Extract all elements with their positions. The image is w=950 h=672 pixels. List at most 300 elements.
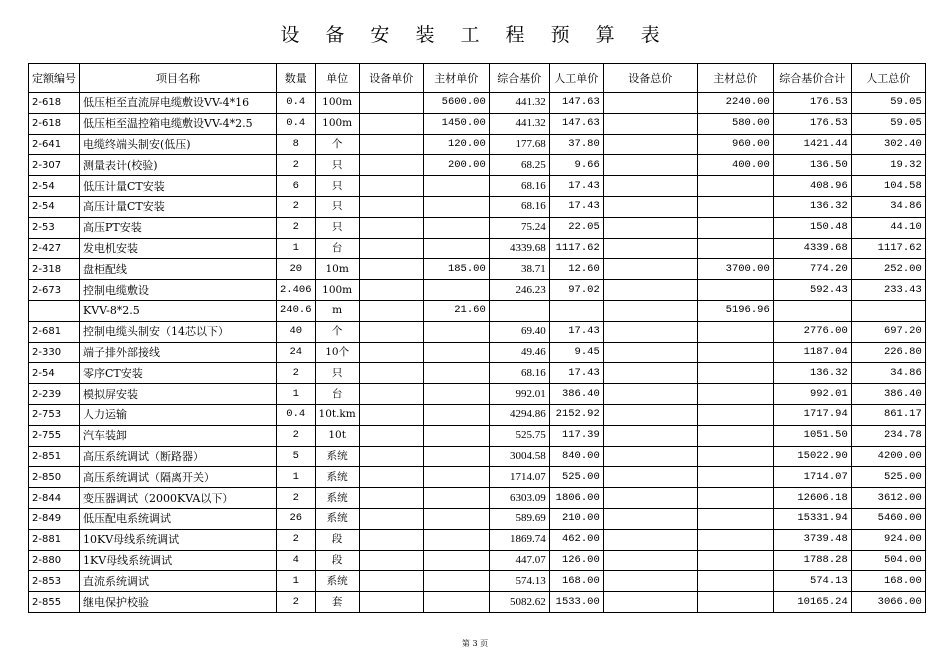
cell-labor-price: 1806.00 xyxy=(549,488,603,509)
cell-material-total xyxy=(697,363,773,384)
cell-material-total xyxy=(697,176,773,197)
header-material-total: 主材总价 xyxy=(697,64,773,93)
cell-unit: 10个 xyxy=(315,342,359,363)
cell-name: 盘柜配线 xyxy=(80,259,277,280)
cell-equip-price xyxy=(359,488,423,509)
cell-qty: 2 xyxy=(277,529,316,550)
budget-table xyxy=(28,63,926,613)
cell-material-price xyxy=(423,592,489,613)
cell-material-price: 200.00 xyxy=(423,155,489,176)
cell-name: 1KV母线系统调试 xyxy=(80,550,277,571)
cell-labor-total: 924.00 xyxy=(851,529,925,550)
cell-composite-total: 574.13 xyxy=(773,571,851,592)
cell-composite-price: 574.13 xyxy=(489,571,549,592)
cell-equip-total xyxy=(603,321,697,342)
cell-name: 变压器调试（2000KVA以下） xyxy=(80,488,277,509)
cell-name: 控制电缆头制安（14芯以下） xyxy=(80,321,277,342)
cell-labor-price: 1117.62 xyxy=(549,238,603,259)
cell-name: 低压柜至温控箱电缆敷设VV-4*2.5 xyxy=(80,113,277,134)
cell-labor-price: 1533.00 xyxy=(549,592,603,613)
cell-composite-total: 15331.94 xyxy=(773,508,851,529)
cell-composite-total: 150.48 xyxy=(773,217,851,238)
cell-name: 高压系统调试（断路器） xyxy=(80,446,277,467)
table-row xyxy=(29,93,926,114)
cell-qty: 2 xyxy=(277,196,316,217)
cell-material-total xyxy=(697,446,773,467)
cell-equip-total xyxy=(603,488,697,509)
table-body xyxy=(29,93,926,613)
cell-labor-total: 3066.00 xyxy=(851,592,925,613)
cell-labor-total: 19.32 xyxy=(851,155,925,176)
cell-qty: 6 xyxy=(277,176,316,197)
cell-equip-total xyxy=(603,342,697,363)
cell-qty: 2.406 xyxy=(277,280,316,301)
cell-labor-total: 252.00 xyxy=(851,259,925,280)
cell-qty: 1 xyxy=(277,467,316,488)
cell-labor-price: 462.00 xyxy=(549,529,603,550)
cell-equip-total xyxy=(603,446,697,467)
cell-composite-total: 1717.94 xyxy=(773,404,851,425)
cell-material-price xyxy=(423,196,489,217)
cell-composite-price: 68.16 xyxy=(489,176,549,197)
cell-code: 2-753 xyxy=(29,404,80,425)
cell-composite-total xyxy=(773,300,851,321)
cell-name: 继电保护校验 xyxy=(80,592,277,613)
cell-composite-total: 992.01 xyxy=(773,384,851,405)
cell-labor-price: 525.00 xyxy=(549,467,603,488)
cell-composite-price: 992.01 xyxy=(489,384,549,405)
cell-material-price xyxy=(423,488,489,509)
cell-name: 高压系统调试（隔离开关） xyxy=(80,467,277,488)
cell-labor-total: 226.80 xyxy=(851,342,925,363)
cell-material-price xyxy=(423,571,489,592)
cell-labor-price: 12.60 xyxy=(549,259,603,280)
cell-equip-total xyxy=(603,134,697,155)
table-row xyxy=(29,425,926,446)
cell-equip-total xyxy=(603,300,697,321)
cell-code: 2-641 xyxy=(29,134,80,155)
cell-material-price: 185.00 xyxy=(423,259,489,280)
cell-material-price xyxy=(423,321,489,342)
cell-qty: 2 xyxy=(277,363,316,384)
cell-name: 高压计量CT安装 xyxy=(80,196,277,217)
cell-composite-total: 592.43 xyxy=(773,280,851,301)
cell-labor-total: 861.17 xyxy=(851,404,925,425)
cell-composite-price: 3004.58 xyxy=(489,446,549,467)
cell-name: 零序CT安装 xyxy=(80,363,277,384)
cell-material-total xyxy=(697,571,773,592)
cell-code: 2-318 xyxy=(29,259,80,280)
cell-composite-price: 441.32 xyxy=(489,113,549,134)
cell-unit: 系统 xyxy=(315,571,359,592)
cell-unit: 只 xyxy=(315,217,359,238)
cell-unit: 系统 xyxy=(315,446,359,467)
cell-name: 10KV母线系统调试 xyxy=(80,529,277,550)
cell-labor-price: 37.80 xyxy=(549,134,603,155)
cell-composite-total: 136.32 xyxy=(773,363,851,384)
cell-equip-price xyxy=(359,592,423,613)
cell-labor-price: 97.02 xyxy=(549,280,603,301)
cell-equip-price xyxy=(359,217,423,238)
cell-labor-total: 386.40 xyxy=(851,384,925,405)
cell-name: 汽车装卸 xyxy=(80,425,277,446)
cell-unit: 台 xyxy=(315,238,359,259)
cell-composite-price: 5082.62 xyxy=(489,592,549,613)
cell-composite-total: 4339.68 xyxy=(773,238,851,259)
cell-material-price: 1450.00 xyxy=(423,113,489,134)
cell-equip-total xyxy=(603,384,697,405)
cell-composite-price: 246.23 xyxy=(489,280,549,301)
cell-qty: 4 xyxy=(277,550,316,571)
cell-code: 2-307 xyxy=(29,155,80,176)
cell-labor-price xyxy=(549,300,603,321)
cell-equip-total xyxy=(603,280,697,301)
cell-material-total xyxy=(697,508,773,529)
cell-composite-total: 3739.48 xyxy=(773,529,851,550)
cell-qty: 2 xyxy=(277,488,316,509)
table-row xyxy=(29,404,926,425)
cell-material-total xyxy=(697,384,773,405)
cell-equip-total xyxy=(603,363,697,384)
cell-labor-total: 34.86 xyxy=(851,363,925,384)
cell-material-price xyxy=(423,404,489,425)
cell-qty: 2 xyxy=(277,425,316,446)
cell-qty: 8 xyxy=(277,134,316,155)
cell-labor-price: 9.66 xyxy=(549,155,603,176)
cell-equip-price xyxy=(359,342,423,363)
cell-labor-total: 1117.62 xyxy=(851,238,925,259)
cell-equip-price xyxy=(359,238,423,259)
cell-material-total xyxy=(697,488,773,509)
cell-material-price xyxy=(423,550,489,571)
cell-qty: 0.4 xyxy=(277,113,316,134)
cell-qty: 0.4 xyxy=(277,404,316,425)
cell-composite-price: 38.71 xyxy=(489,259,549,280)
table-row xyxy=(29,467,926,488)
cell-equip-price xyxy=(359,280,423,301)
cell-equip-total xyxy=(603,217,697,238)
table-row xyxy=(29,113,926,134)
cell-composite-price xyxy=(489,300,549,321)
cell-material-total: 3700.00 xyxy=(697,259,773,280)
cell-qty: 1 xyxy=(277,384,316,405)
cell-labor-total: 59.05 xyxy=(851,113,925,134)
table-row xyxy=(29,321,926,342)
cell-code: 2-755 xyxy=(29,425,80,446)
cell-labor-price: 2152.92 xyxy=(549,404,603,425)
cell-composite-total: 1421.44 xyxy=(773,134,851,155)
cell-code: 2-239 xyxy=(29,384,80,405)
cell-code: 2-844 xyxy=(29,488,80,509)
cell-qty: 0.4 xyxy=(277,93,316,114)
cell-qty: 1 xyxy=(277,571,316,592)
cell-equip-price xyxy=(359,321,423,342)
cell-composite-price: 75.24 xyxy=(489,217,549,238)
cell-composite-total: 2776.00 xyxy=(773,321,851,342)
header-equip-total: 设备总价 xyxy=(603,64,697,93)
cell-material-price xyxy=(423,176,489,197)
header-unit: 单位 xyxy=(315,64,359,93)
cell-material-total: 2240.00 xyxy=(697,93,773,114)
table-row xyxy=(29,488,926,509)
cell-qty: 2 xyxy=(277,217,316,238)
header-code: 定额编号 xyxy=(29,64,80,93)
cell-name: 直流系统调试 xyxy=(80,571,277,592)
cell-material-total xyxy=(697,529,773,550)
cell-name: 低压柜至直流屏电缆敷设VV-4*16 xyxy=(80,93,277,114)
cell-unit: 100m xyxy=(315,93,359,114)
cell-code: 2-681 xyxy=(29,321,80,342)
cell-labor-total: 3612.00 xyxy=(851,488,925,509)
cell-code: 2-618 xyxy=(29,113,80,134)
cell-material-price xyxy=(423,217,489,238)
cell-composite-total: 15022.90 xyxy=(773,446,851,467)
cell-unit: 只 xyxy=(315,196,359,217)
cell-name: KVV-8*2.5 xyxy=(80,300,277,321)
cell-code: 2-54 xyxy=(29,363,80,384)
cell-composite-total: 136.32 xyxy=(773,196,851,217)
cell-composite-price: 68.16 xyxy=(489,196,549,217)
table-row xyxy=(29,134,926,155)
cell-equip-total xyxy=(603,508,697,529)
cell-unit: 只 xyxy=(315,155,359,176)
cell-material-price xyxy=(423,529,489,550)
cell-composite-price: 177.68 xyxy=(489,134,549,155)
cell-material-total xyxy=(697,217,773,238)
cell-labor-price: 17.43 xyxy=(549,176,603,197)
cell-equip-total xyxy=(603,592,697,613)
cell-name: 控制电缆敷设 xyxy=(80,280,277,301)
cell-composite-price: 49.46 xyxy=(489,342,549,363)
cell-equip-price xyxy=(359,446,423,467)
cell-composite-total: 12606.18 xyxy=(773,488,851,509)
cell-material-total: 960.00 xyxy=(697,134,773,155)
cell-equip-total xyxy=(603,571,697,592)
table-row xyxy=(29,571,926,592)
table-row xyxy=(29,592,926,613)
cell-labor-total: 34.86 xyxy=(851,196,925,217)
table-row xyxy=(29,176,926,197)
table-row xyxy=(29,508,926,529)
cell-labor-total xyxy=(851,300,925,321)
cell-composite-price: 68.25 xyxy=(489,155,549,176)
cell-material-price: 120.00 xyxy=(423,134,489,155)
cell-labor-price: 17.43 xyxy=(549,321,603,342)
cell-labor-price: 147.63 xyxy=(549,93,603,114)
cell-material-total xyxy=(697,280,773,301)
cell-qty: 26 xyxy=(277,508,316,529)
cell-unit: 套 xyxy=(315,592,359,613)
cell-code: 2-330 xyxy=(29,342,80,363)
cell-code: 2-880 xyxy=(29,550,80,571)
cell-code xyxy=(29,300,80,321)
cell-material-price xyxy=(423,508,489,529)
cell-composite-total: 1788.28 xyxy=(773,550,851,571)
cell-code: 2-53 xyxy=(29,217,80,238)
cell-equip-price xyxy=(359,155,423,176)
cell-material-price xyxy=(423,384,489,405)
cell-equip-price xyxy=(359,176,423,197)
cell-composite-total: 1051.50 xyxy=(773,425,851,446)
cell-composite-price: 525.75 xyxy=(489,425,549,446)
table-row xyxy=(29,550,926,571)
header-labor-unit-price: 人工单价 xyxy=(549,64,603,93)
cell-equip-total xyxy=(603,238,697,259)
cell-equip-total xyxy=(603,196,697,217)
cell-qty: 20 xyxy=(277,259,316,280)
cell-labor-total: 234.78 xyxy=(851,425,925,446)
cell-labor-total: 233.43 xyxy=(851,280,925,301)
cell-equip-price xyxy=(359,93,423,114)
cell-equip-price xyxy=(359,467,423,488)
cell-labor-total: 302.40 xyxy=(851,134,925,155)
cell-composite-price: 1869.74 xyxy=(489,529,549,550)
cell-material-price xyxy=(423,446,489,467)
table-row xyxy=(29,155,926,176)
cell-labor-price: 386.40 xyxy=(549,384,603,405)
cell-composite-total: 176.53 xyxy=(773,93,851,114)
cell-unit: 100m xyxy=(315,113,359,134)
table-header-row xyxy=(29,64,926,93)
cell-equip-total xyxy=(603,176,697,197)
cell-code: 2-881 xyxy=(29,529,80,550)
cell-equip-price xyxy=(359,113,423,134)
cell-labor-total: 5460.00 xyxy=(851,508,925,529)
cell-material-total xyxy=(697,425,773,446)
cell-labor-price: 147.63 xyxy=(549,113,603,134)
cell-equip-price xyxy=(359,196,423,217)
cell-qty: 2 xyxy=(277,592,316,613)
cell-code: 2-618 xyxy=(29,93,80,114)
cell-equip-total xyxy=(603,467,697,488)
cell-material-total: 400.00 xyxy=(697,155,773,176)
cell-unit: 只 xyxy=(315,363,359,384)
cell-unit: 10m xyxy=(315,259,359,280)
cell-name: 测量表计(校验) xyxy=(80,155,277,176)
cell-equip-total xyxy=(603,404,697,425)
cell-unit: 个 xyxy=(315,321,359,342)
cell-equip-price xyxy=(359,300,423,321)
cell-material-total xyxy=(697,404,773,425)
cell-material-price xyxy=(423,238,489,259)
cell-code: 2-851 xyxy=(29,446,80,467)
table-row xyxy=(29,342,926,363)
table-row xyxy=(29,217,926,238)
cell-equip-total xyxy=(603,259,697,280)
cell-qty: 1 xyxy=(277,238,316,259)
cell-qty: 40 xyxy=(277,321,316,342)
cell-equip-price xyxy=(359,529,423,550)
cell-composite-price: 441.32 xyxy=(489,93,549,114)
cell-labor-total: 168.00 xyxy=(851,571,925,592)
table-row xyxy=(29,446,926,467)
cell-equip-price xyxy=(359,134,423,155)
header-material-unit-price: 主材单价 xyxy=(423,64,489,93)
cell-labor-price: 210.00 xyxy=(549,508,603,529)
cell-qty: 24 xyxy=(277,342,316,363)
cell-composite-total: 176.53 xyxy=(773,113,851,134)
table-row xyxy=(29,384,926,405)
cell-labor-price: 9.45 xyxy=(549,342,603,363)
cell-equip-price xyxy=(359,404,423,425)
cell-composite-total: 1187.04 xyxy=(773,342,851,363)
cell-composite-price: 68.16 xyxy=(489,363,549,384)
page-title: 设 备 安 装 工 程 预 算 表 xyxy=(280,24,670,46)
cell-composite-price: 69.40 xyxy=(489,321,549,342)
cell-equip-price xyxy=(359,384,423,405)
cell-equip-total xyxy=(603,425,697,446)
cell-unit: 10t xyxy=(315,425,359,446)
cell-material-total xyxy=(697,342,773,363)
cell-code: 2-54 xyxy=(29,196,80,217)
header-qty: 数量 xyxy=(277,64,316,93)
cell-material-total xyxy=(697,467,773,488)
cell-labor-total: 697.20 xyxy=(851,321,925,342)
cell-material-total: 580.00 xyxy=(697,113,773,134)
cell-composite-total: 10165.24 xyxy=(773,592,851,613)
cell-material-total: 5196.96 xyxy=(697,300,773,321)
cell-unit: 个 xyxy=(315,134,359,155)
cell-material-total xyxy=(697,196,773,217)
cell-labor-total: 59.05 xyxy=(851,93,925,114)
cell-unit: 系统 xyxy=(315,467,359,488)
cell-equip-total xyxy=(603,93,697,114)
cell-code: 2-849 xyxy=(29,508,80,529)
page-number: 第 3 页 xyxy=(461,639,489,648)
cell-equip-price xyxy=(359,259,423,280)
cell-name: 高压PT安装 xyxy=(80,217,277,238)
cell-material-total xyxy=(697,321,773,342)
cell-name: 发电机安装 xyxy=(80,238,277,259)
cell-qty: 5 xyxy=(277,446,316,467)
cell-labor-price: 117.39 xyxy=(549,425,603,446)
cell-equip-total xyxy=(603,529,697,550)
cell-qty: 240.6 xyxy=(277,300,316,321)
cell-composite-price: 4339.68 xyxy=(489,238,549,259)
cell-composite-total: 136.50 xyxy=(773,155,851,176)
table-row xyxy=(29,363,926,384)
cell-material-total xyxy=(697,238,773,259)
cell-unit: 系统 xyxy=(315,488,359,509)
cell-labor-price: 22.05 xyxy=(549,217,603,238)
cell-equip-price xyxy=(359,571,423,592)
cell-composite-price: 589.69 xyxy=(489,508,549,529)
cell-labor-total: 104.58 xyxy=(851,176,925,197)
cell-name: 模拟屏安装 xyxy=(80,384,277,405)
cell-material-price xyxy=(423,363,489,384)
cell-equip-price xyxy=(359,508,423,529)
cell-name: 人力运输 xyxy=(80,404,277,425)
cell-unit: 台 xyxy=(315,384,359,405)
cell-composite-price: 6303.09 xyxy=(489,488,549,509)
cell-material-total xyxy=(697,550,773,571)
cell-unit: 10t.km xyxy=(315,404,359,425)
table-row xyxy=(29,529,926,550)
cell-labor-price: 17.43 xyxy=(549,363,603,384)
cell-material-price: 5600.00 xyxy=(423,93,489,114)
cell-material-price xyxy=(423,280,489,301)
cell-composite-total: 408.96 xyxy=(773,176,851,197)
cell-composite-total: 774.20 xyxy=(773,259,851,280)
cell-name: 端子排外部接线 xyxy=(80,342,277,363)
cell-labor-total: 525.00 xyxy=(851,467,925,488)
cell-unit: 系统 xyxy=(315,508,359,529)
cell-name: 低压配电系统调试 xyxy=(80,508,277,529)
header-name: 项目名称 xyxy=(80,64,277,93)
cell-unit: 段 xyxy=(315,550,359,571)
cell-material-total xyxy=(697,592,773,613)
cell-equip-total xyxy=(603,155,697,176)
